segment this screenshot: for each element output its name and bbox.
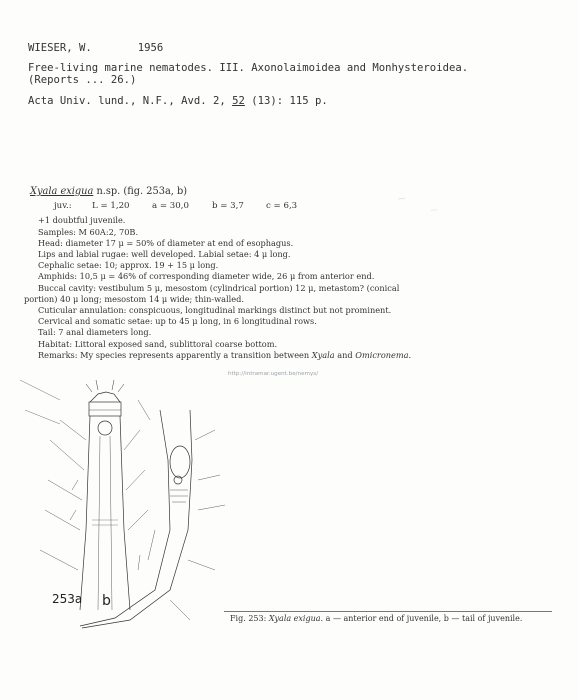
description-line: Cuticular annulation: conspicuous, longitudinal markings distinct but not prominent. — [38, 305, 392, 316]
measurement-stage: juv.: — [54, 201, 72, 212]
reference-year: 1956 — [137, 42, 164, 54]
anterior-end-drawing — [20, 380, 148, 610]
remarks-genus: Xyala — [311, 349, 335, 360]
measurement-c: c = 6,3 — [266, 201, 298, 212]
faint-pencil-mark: ~ — [396, 191, 408, 206]
figure-label-b: b — [102, 593, 111, 609]
description-line: Lips and labial rugae: well developed. Labial setae: 4 μ long. — [38, 249, 291, 260]
description-line: Cephalic setae: 10; approx. 19 + 15 μ long. — [38, 260, 219, 271]
reference-author-line — [28, 42, 163, 54]
species-designation: n.sp. (fig. 253a, b) — [96, 186, 188, 197]
reference-journal: Acta Univ. lund., N.F., Avd. 2, — [28, 95, 226, 107]
description-line: Buccal cavity: vestibulum 5 μ, mesostom (cylindrical portion) 12 μ, metastom? (conical — [38, 282, 400, 293]
reference-series: (Reports ... 26.) — [28, 74, 137, 86]
watermark-url: http://intramar.ugent.be/nemys/ — [228, 371, 319, 377]
description-line: Amphids: 10,5 μ = 46% of corresponding diameter wide, 26 μ from anterior end. — [38, 271, 375, 282]
description-line: portion) 40 μ long; mesostom 14 μ wide; thin-walled. — [24, 293, 244, 304]
remarks-text: Remarks: My species represents apparently a transition between — [38, 349, 310, 360]
caption-rule — [224, 611, 552, 612]
description-line: Samples: M 60A:2, 70B. — [38, 226, 139, 237]
reference-journal-line — [28, 95, 328, 107]
caption-prefix: Fig. 253: — [230, 614, 267, 623]
description-line: Habitat: Littoral exposed sand, sublittoral coarse bottom. — [38, 338, 278, 349]
remarks-genus: Omicronema. — [355, 349, 412, 360]
measurement-b: b = 3,7 — [212, 201, 244, 212]
reference-title: Free-living marine nematodes. III. Axonolaimoidea and Monhysteroidea. — [28, 62, 469, 74]
faint-pencil-mark: ~ — [428, 204, 440, 217]
measurement-a: a = 30,0 — [152, 201, 189, 212]
reference-volume: 52 — [232, 95, 245, 107]
description-line: Cervical and somatic setae: up to 45 μ long, in 6 longitudinal rows. — [38, 316, 317, 327]
species-description — [24, 186, 560, 361]
species-heading — [30, 186, 560, 197]
caption-species: Xyala exigua. — [268, 614, 324, 623]
description-line: Tail: 7 anal diameters long. — [38, 327, 152, 338]
figure-caption — [230, 614, 522, 623]
reference-issue-pages: (13): 115 p. — [251, 95, 328, 107]
caption-text: a — anterior end of juvenile, b — tail of juvenile. — [325, 614, 523, 623]
species-name: Xyala exigua — [30, 186, 94, 197]
remarks-and: and — [337, 349, 353, 360]
description-line: +1 doubtful juvenile. — [38, 215, 126, 226]
measurement-L: L = 1,20 — [92, 201, 130, 212]
remarks-line — [30, 350, 560, 361]
measurements-row — [54, 201, 560, 212]
description-line: Head: diameter 17 μ = 50% of diameter at end of esophagus. — [38, 237, 294, 248]
figure-label-number: 253a — [52, 592, 83, 606]
reference-author: WIESER, W. — [28, 42, 92, 54]
